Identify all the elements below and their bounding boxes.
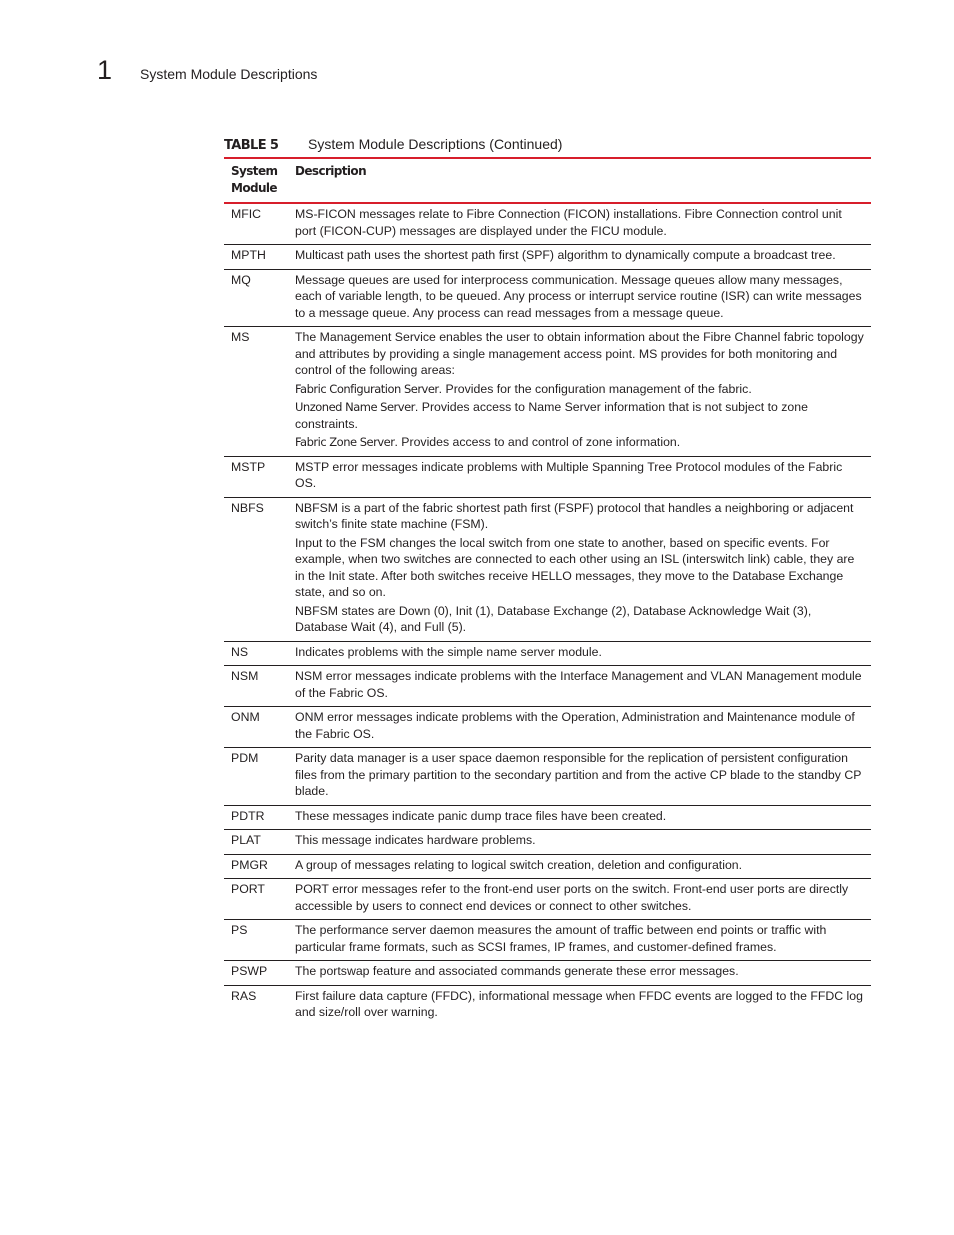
paragraph-text: NBFSM states are Down (0), Init (1), Database Exchange (2), Database Acknowledge Wait (3), Database Wait (4), and Full (5). (295, 603, 812, 634)
area-term: Fabric Configuration Server (295, 381, 439, 396)
description-paragraph (295, 247, 865, 264)
paragraph-text: Indicates problems with the simple name server module. (295, 644, 602, 659)
description-paragraph (295, 644, 865, 661)
table-row (224, 498, 871, 642)
module-name: NSM (231, 669, 259, 683)
module-description (295, 668, 871, 701)
description-paragraph (295, 808, 865, 825)
module-description (295, 750, 871, 800)
module-description (295, 857, 871, 874)
table-row (224, 642, 871, 667)
module-table (224, 157, 871, 1026)
paragraph-text: Input to the FSM changes the local switch from one state to another, based on specific events. For example, when two switches are connected to each other using an ISL (interswitch link) cable, they are in the Init state. After both switches receive HELLO messages, they move to the Database Exchange state, and so on. (295, 535, 855, 599)
module-description (295, 988, 871, 1021)
table-row (224, 457, 871, 498)
module-description (295, 832, 871, 849)
table-title: System Module Descriptions (Continued) (308, 136, 563, 152)
description-paragraph (295, 329, 865, 379)
module-name: MS (231, 330, 250, 344)
table-header (224, 159, 871, 204)
table-row (224, 920, 871, 961)
column-header-module: System Module (231, 164, 278, 195)
chapter-number: 1 (97, 55, 113, 85)
module-name: PSWP (231, 964, 268, 978)
table-row (224, 830, 871, 855)
paragraph-text: . Provides access to Name Server information that is not subject to zone constraints. (295, 400, 808, 431)
description-paragraph (295, 206, 865, 239)
paragraph-text: A group of messages relating to logical switch creation, deletion and configuration. (295, 857, 743, 872)
module-name: MQ (231, 272, 251, 287)
module-description (295, 247, 871, 264)
module-description (295, 644, 871, 661)
table-row (224, 879, 871, 920)
column-header-description: Description (295, 164, 367, 178)
module-name: MSTP (231, 459, 266, 474)
table-row (224, 855, 871, 880)
module-description (295, 808, 871, 825)
module-name: PMGR (231, 857, 268, 872)
module-description (295, 500, 871, 636)
module-description (295, 881, 871, 914)
paragraph-text: These messages indicate panic dump trace files have been created. (295, 808, 667, 823)
running-title: System Module Descriptions (140, 66, 318, 82)
description-paragraph (295, 963, 865, 980)
description-paragraph (295, 881, 865, 914)
module-name: MPTH (231, 248, 266, 262)
description-paragraph (295, 500, 865, 533)
paragraph-text: . Provides for the configuration management of the fabric. (438, 381, 752, 396)
module-name: MFIC (231, 207, 262, 221)
table-caption (224, 135, 871, 155)
paragraph-text: NBFSM is a part of the fabric shortest path first (FSPF) protocol that handles a neighboring or adjacent switch’s finite state machine (FSM). (295, 500, 854, 531)
table-row (224, 961, 871, 986)
paragraph-text: PORT error messages refer to the front-end user ports on the switch. Front-end user ports are directly accessible by users to connect end devices or connect to other switches. (295, 882, 849, 913)
paragraph-text: The portswap feature and associated commands generate these error messages. (295, 964, 739, 978)
paragraph-text: This message indicates hardware problems. (295, 833, 536, 847)
table-body (224, 204, 871, 1026)
description-paragraph (295, 832, 865, 849)
description-paragraph (295, 459, 865, 492)
module-name: ONM (231, 710, 260, 724)
description-paragraph (295, 750, 865, 800)
table-row (224, 666, 871, 707)
module-name: NBFS (231, 500, 264, 515)
paragraph-text: First failure data capture (FFDC), informational message when FFDC events are logged to the FFDC log and size/roll over warning. (295, 988, 863, 1019)
description-paragraph (295, 668, 865, 701)
table-row (224, 986, 871, 1026)
paragraph-text: Multicast path uses the shortest path first (SPF) algorithm to dynamically compute a broadcast tree. (295, 248, 836, 262)
paragraph-text: NSM error messages indicate problems with the Interface Management and VLAN Management module of the Fabric OS. (295, 669, 862, 700)
table-row (224, 270, 871, 328)
module-name: PDTR (231, 808, 265, 823)
paragraph-text: Message queues are used for interprocess communication. Message queues allow many messages, each of variable length, to be queued. Any process or interrupt service routine (ISR) can write messages to a message queue. Any process can read messages from a message queue. (295, 272, 862, 320)
paragraph-text: The Management Service enables the user to obtain information about the Fibre Channel fabric topology and attributes by providing a single management access point. MS provides for both monitoring and control of the following areas: (295, 330, 864, 377)
module-name: PLAT (231, 833, 261, 847)
description-paragraph (295, 381, 865, 398)
module-description (295, 922, 871, 955)
paragraph-text: Parity data manager is a user space daemon responsible for the replication of persistent configuration files from the primary partition to the secondary partition and from the active CP blade to the standby CP blade. (295, 751, 862, 798)
description-paragraph (295, 434, 865, 451)
module-name: NS (231, 644, 249, 659)
module-name: RAS (231, 988, 257, 1003)
paragraph-text: The performance server daemon measures the amount of traffic between end points or traffic with particular frame formats, such as SCSI frames, IP frames, and customer-defined frames. (295, 923, 827, 954)
area-term: Fabric Zone Server (295, 435, 395, 449)
description-paragraph (295, 272, 865, 322)
table-row (224, 707, 871, 748)
module-description (295, 329, 871, 451)
module-description (295, 206, 871, 239)
paragraph-text: MSTP error messages indicate problems with Multiple Spanning Tree Protocol modules of the Fabric OS. (295, 459, 843, 490)
module-description (295, 459, 871, 492)
description-paragraph (295, 988, 865, 1021)
module-name: PORT (231, 882, 265, 896)
description-paragraph (295, 857, 865, 874)
description-paragraph (295, 709, 865, 742)
paragraph-text: ONM error messages indicate problems with the Operation, Administration and Maintenance module of the Fabric OS. (295, 710, 855, 741)
module-description (295, 963, 871, 980)
paragraph-text: . Provides access to and control of zone information. (394, 435, 681, 449)
table-row (224, 245, 871, 270)
table-row (224, 748, 871, 806)
table-row (224, 806, 871, 831)
module-description (295, 709, 871, 742)
table-label: TABLE 5 (224, 138, 279, 153)
description-paragraph (295, 603, 865, 636)
module-description (295, 272, 871, 322)
table-row (224, 327, 871, 457)
table-row (224, 204, 871, 245)
module-name: PS (231, 923, 248, 937)
description-paragraph (295, 922, 865, 955)
description-paragraph (295, 535, 865, 601)
area-term: Unzoned Name Server (295, 400, 415, 414)
paragraph-text: MS-FICON messages relate to Fibre Connection (FICON) installations. Fibre Connection control unit port (FICON-CUP) messages are displayed under the FICU module. (295, 207, 842, 238)
description-paragraph (295, 399, 865, 432)
module-name: PDM (231, 751, 259, 765)
